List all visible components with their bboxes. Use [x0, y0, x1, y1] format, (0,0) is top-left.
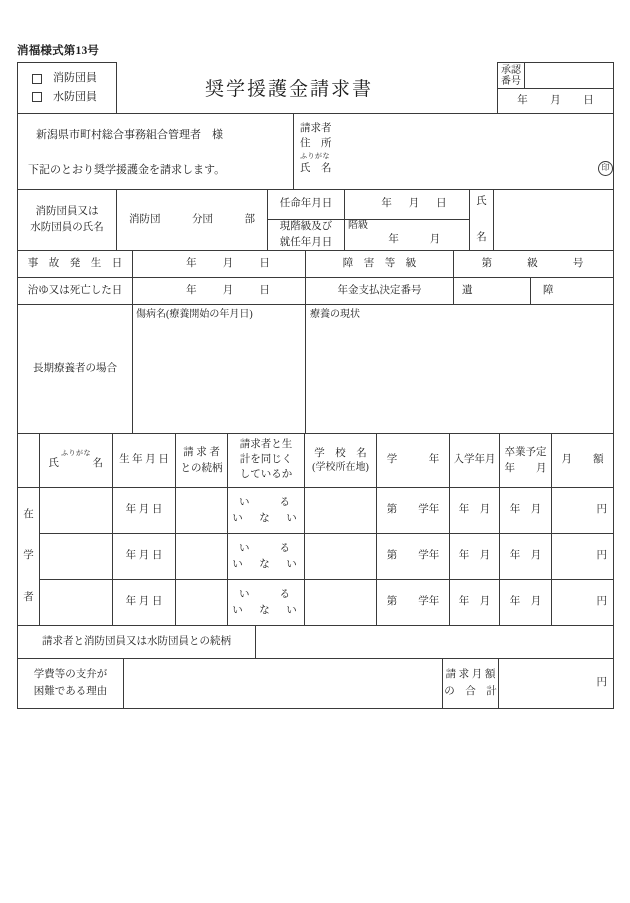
student-relationship-3[interactable]	[175, 579, 228, 626]
claimant-name-furigana: ふりがな	[300, 152, 330, 161]
member-type-option-fire[interactable]	[32, 71, 97, 86]
pension-number-label: 年金支払決定番号	[305, 277, 454, 305]
student-amount-2[interactable]	[551, 533, 614, 580]
relationship-row-value[interactable]	[255, 625, 614, 659]
student-household-2[interactable]	[227, 533, 305, 580]
member-type-option-flood[interactable]	[32, 90, 97, 105]
member-name-label	[17, 189, 117, 251]
approval-date-row[interactable]	[497, 88, 614, 114]
student-amount-currency-3: 円	[596, 596, 607, 608]
students-section-label-char-3: 者	[23, 592, 34, 604]
member-name-label-line1: 消防団員又は	[35, 206, 99, 218]
claimant-address-value[interactable]	[340, 136, 614, 151]
approval-number-label-line2: 番号	[501, 75, 521, 87]
appointment-date-value[interactable]	[344, 189, 470, 220]
student-household-1[interactable]	[227, 487, 305, 534]
table-row[interactable]	[39, 579, 113, 626]
students-col-household-line3: しているか	[239, 468, 293, 480]
recovery-date-year: 年	[186, 284, 197, 296]
student-amount-currency-1: 円	[596, 504, 607, 516]
students-col-school-line2: (学校所在地)	[312, 461, 369, 473]
student-birth-2[interactable]: 年 月 日	[112, 533, 176, 580]
long-term-care-label: 長期療養者の場合	[17, 304, 133, 434]
member-name-col-line2: 名	[476, 231, 487, 243]
member-corps-field[interactable]: 消防団 分団 部	[116, 189, 268, 251]
student-household-yes-1[interactable]: い る	[239, 496, 293, 508]
student-year-3[interactable]: 第 学年	[376, 579, 450, 626]
accident-date-year: 年	[186, 257, 197, 269]
member-type-label-flood: 水防団員	[53, 91, 97, 103]
student-amount-1[interactable]	[551, 487, 614, 534]
students-col-relationship-line2: との続柄	[180, 462, 223, 474]
student-relationship-1[interactable]	[175, 487, 228, 534]
students-col-school-header	[304, 433, 377, 488]
students-col-birth-header: 生 年 月 日	[112, 433, 176, 488]
rank-value[interactable]	[344, 219, 470, 251]
student-birth-3[interactable]: 年 月 日	[112, 579, 176, 626]
student-school-3[interactable]	[304, 579, 377, 626]
total-value-currency: 円	[596, 677, 607, 689]
student-year-1[interactable]: 第 学年	[376, 487, 450, 534]
student-household-yes-2[interactable]: い る	[239, 542, 293, 554]
recovery-date-month: 月	[222, 284, 234, 296]
checkbox-icon[interactable]	[32, 74, 42, 84]
student-graduation-3[interactable]: 年 月	[499, 579, 552, 626]
student-entrance-2[interactable]: 年 月	[449, 533, 500, 580]
page-title: 奨学援護金請求書	[205, 79, 374, 100]
rank-label	[267, 219, 345, 251]
member-name-col-label	[469, 189, 494, 251]
students-section-label-char-2: 学	[23, 550, 34, 562]
students-col-name-furigana: ふりがな	[61, 448, 91, 457]
total-label	[442, 658, 499, 709]
pension-bereaved-field[interactable]: 遺	[453, 277, 531, 305]
approval-date-month: 月	[550, 94, 561, 106]
rank-field-label: 階級	[348, 220, 368, 231]
students-col-relationship-header	[175, 433, 228, 488]
students-col-graduation-line2: 年 月	[504, 462, 547, 474]
approval-date-year: 年	[517, 94, 528, 106]
students-col-graduation-line1: 卒業予定	[504, 447, 547, 459]
member-name-col-line1: 氏	[476, 196, 487, 207]
students-col-school-line1: 学 校 名	[314, 447, 367, 459]
students-col-graduation-header	[499, 433, 552, 488]
students-col-name-header	[39, 433, 113, 488]
students-col-year-header: 学 年	[376, 433, 450, 488]
hardship-label-line2: 困難である理由	[33, 685, 108, 697]
students-section-label	[17, 487, 40, 626]
member-name-col-value[interactable]	[493, 189, 614, 251]
student-graduation-2[interactable]: 年 月	[499, 533, 552, 580]
checkbox-icon[interactable]	[32, 92, 42, 102]
students-section-label-top	[17, 433, 40, 488]
disability-grade-value[interactable]	[453, 250, 614, 278]
student-school-1[interactable]	[304, 487, 377, 534]
claimant-block[interactable]	[293, 113, 614, 190]
students-col-household-header	[227, 433, 305, 488]
approval-number-value[interactable]	[524, 62, 614, 89]
claimant-name-label: 氏 名	[300, 163, 332, 175]
hardship-label	[17, 658, 124, 709]
student-entrance-3[interactable]: 年 月	[449, 579, 500, 626]
student-amount-currency-2: 円	[596, 550, 607, 562]
appointment-date-month: 月	[408, 198, 420, 210]
rank-date-month: 月	[429, 233, 441, 245]
student-amount-3[interactable]	[551, 579, 614, 626]
addressee-statement: 下記のとおり奨学援護金を請求します。	[28, 163, 226, 176]
total-label-line2: の 合 計	[444, 685, 497, 697]
hardship-value[interactable]	[123, 658, 443, 709]
recovery-date-day: 日	[259, 284, 270, 296]
accident-occurrence-label: 事 故 発 生 日	[17, 250, 133, 278]
student-entrance-1[interactable]: 年 月	[449, 487, 500, 534]
appointment-date-day: 日	[436, 198, 447, 210]
member-type-label-fire: 消防団員	[53, 72, 97, 85]
claimant-heading: 請求者	[300, 123, 332, 134]
student-household-no-2[interactable]: い な い	[232, 558, 300, 570]
appointment-date-label: 任命年月日	[267, 189, 345, 220]
total-value[interactable]	[498, 658, 614, 709]
seal-icon: 印	[598, 161, 613, 176]
students-col-household-line1: 請求者と生	[239, 439, 293, 451]
addressee-to: 新潟県市町村総合事務組合管理者 様	[36, 129, 223, 141]
student-household-yes-3[interactable]: い る	[239, 588, 293, 600]
accident-date-day: 日	[259, 257, 270, 269]
student-school-2[interactable]	[304, 533, 377, 580]
student-graduation-1[interactable]: 年 月	[499, 487, 552, 534]
student-relationship-2[interactable]	[175, 533, 228, 580]
approval-number-label	[497, 62, 525, 89]
rank-date-year: 年	[388, 233, 399, 245]
claimant-address-label: 住 所	[300, 138, 332, 150]
recovery-or-death-value[interactable]	[132, 277, 306, 305]
member-name-label-line2: 水防団員の氏名	[30, 222, 104, 233]
illness-name-label: 傷病名(療養開始の年月日)	[136, 309, 253, 320]
disability-grade-prefix: 第	[481, 257, 493, 269]
care-status-field[interactable]	[305, 304, 614, 434]
approval-number-label-line1: 承認	[501, 64, 521, 76]
students-section-label-char-1: 在	[23, 508, 34, 520]
students-col-relationship-line1: 請 求 者	[183, 447, 220, 459]
disability-grade-suffix: 号	[572, 257, 584, 269]
student-household-no-3[interactable]: い な い	[232, 604, 300, 616]
illness-name-field[interactable]	[132, 304, 306, 434]
appointment-date-year: 年	[381, 198, 392, 210]
addressee-block	[17, 113, 294, 190]
table-row[interactable]	[39, 487, 113, 534]
relationship-row-label: 請求者と消防団員又は水防団員との続柄	[17, 625, 256, 659]
students-col-amount-header: 月 額	[551, 433, 614, 488]
form-sheet	[17, 62, 614, 800]
students-col-entrance-header: 入学年月	[449, 433, 500, 488]
students-col-name-label: 氏 名	[48, 458, 104, 470]
student-household-no-1[interactable]: い な い	[232, 512, 300, 524]
pension-disability-field[interactable]: 障	[530, 277, 614, 305]
students-col-household-line2: 計を同じく	[239, 454, 293, 466]
accident-occurrence-value[interactable]	[132, 250, 306, 278]
student-year-2[interactable]: 第 学年	[376, 533, 450, 580]
student-birth-1[interactable]: 年 月 日	[112, 487, 176, 534]
disability-grade-unit: 級	[527, 257, 538, 269]
hardship-label-line1: 学費等の支弁が	[33, 668, 108, 680]
disability-grade-label: 障 害 等 級	[305, 250, 454, 278]
table-row[interactable]	[39, 533, 113, 580]
approval-date-day: 日	[583, 94, 594, 106]
total-label-line1: 請 求 月 額	[445, 668, 496, 680]
rank-label-line2: 就任年月日	[279, 237, 333, 248]
rank-label-line1: 現階級及び	[279, 221, 333, 233]
student-household-3[interactable]	[227, 579, 305, 626]
member-type-box[interactable]	[17, 62, 117, 114]
recovery-or-death-label: 治ゆ又は死亡した日	[17, 277, 133, 305]
accident-date-month: 月	[222, 257, 234, 269]
care-status-label: 療養の現状	[310, 309, 360, 320]
form-number: 消福様式第13号	[17, 45, 100, 57]
